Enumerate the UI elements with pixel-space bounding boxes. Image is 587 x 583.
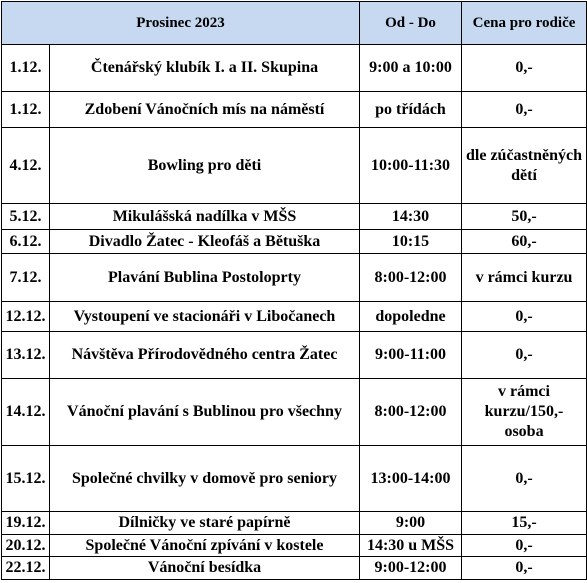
row-time: 10:00-11:30 (360, 128, 462, 204)
row-time: 9:00 (360, 512, 462, 535)
header-row (2, 2, 587, 45)
row-time: 14:30 (360, 204, 462, 230)
row-price: 0,- (462, 535, 587, 557)
row-time: dopoledne (360, 302, 462, 332)
row-date: 13.12. (2, 332, 50, 379)
row-event: Divadlo Žatec - Kleofáš a Bětuška (50, 230, 360, 254)
row-price: 0,- (462, 557, 587, 580)
row-event: Společné Vánoční zpívání v kostele (50, 535, 360, 557)
row-event: Mikulášská nadílka v MŠS (50, 204, 360, 230)
row-price: v rámci kurzu/150,- osoba (462, 379, 587, 446)
header-time: Od - Do (360, 2, 462, 45)
row-time: 10:15 (360, 230, 462, 254)
row-price: 60,- (462, 230, 587, 254)
row-price: 15,- (462, 512, 587, 535)
table-row (2, 557, 587, 580)
table-row (2, 535, 587, 557)
row-event: Zdobení Vánočních mís na náměstí (50, 92, 360, 128)
row-price: 0,- (462, 332, 587, 379)
table-row (2, 379, 587, 446)
table-row (2, 204, 587, 230)
row-time: 9:00-12:00 (360, 557, 462, 580)
row-date: 7.12. (2, 254, 50, 302)
table-row (2, 92, 587, 128)
row-event: Vystoupení ve stacionáři v Libočanech (50, 302, 360, 332)
row-date: 12.12. (2, 302, 50, 332)
row-event: Návštěva Přírodovědného centra Žatec (50, 332, 360, 379)
row-date: 20.12. (2, 535, 50, 557)
table-row (2, 45, 587, 92)
row-event: Plavání Bublina Postoloprty (50, 254, 360, 302)
row-date: 4.12. (2, 128, 50, 204)
row-date: 22.12. (2, 557, 50, 580)
row-date: 6.12. (2, 230, 50, 254)
table-row (2, 446, 587, 512)
row-event: Společné chvilky v domově pro seniory (50, 446, 360, 512)
row-price: 0,- (462, 302, 587, 332)
row-time: 9:00 a 10:00 (360, 45, 462, 92)
row-time: po třídách (360, 92, 462, 128)
table-row (2, 332, 587, 379)
row-time: 8:00-12:00 (360, 254, 462, 302)
row-time: 14:30 u MŠS (360, 535, 462, 557)
table-row (2, 512, 587, 535)
row-date: 5.12. (2, 204, 50, 230)
row-event: Bowling pro děti (50, 128, 360, 204)
row-event: Vánoční plavání s Bublinou pro všechny (50, 379, 360, 446)
row-event: Vánoční besídka (50, 557, 360, 580)
row-date: 1.12. (2, 45, 50, 92)
table-row (2, 230, 587, 254)
row-time: 8:00-12:00 (360, 379, 462, 446)
row-price: 0,- (462, 45, 587, 92)
row-date: 14.12. (2, 379, 50, 446)
row-date: 19.12. (2, 512, 50, 535)
row-date: 1.12. (2, 92, 50, 128)
row-price: 50,- (462, 204, 587, 230)
table-row (2, 254, 587, 302)
row-price: v rámci kurzu (462, 254, 587, 302)
row-event: Dílničky ve staré papírně (50, 512, 360, 535)
table-row (2, 128, 587, 204)
row-time: 13:00-14:00 (360, 446, 462, 512)
row-event: Čtenářský klubík I. a II. Skupina (50, 45, 360, 92)
schedule-table (1, 1, 587, 580)
table-row (2, 302, 587, 332)
row-time: 9:00-11:00 (360, 332, 462, 379)
row-date: 15.12. (2, 446, 50, 512)
header-price: Cena pro rodiče (462, 2, 587, 45)
header-month: Prosinec 2023 (2, 2, 360, 45)
row-price: dle zúčastněných dětí (462, 128, 587, 204)
row-price: 0,- (462, 92, 587, 128)
row-price: 0,- (462, 446, 587, 512)
